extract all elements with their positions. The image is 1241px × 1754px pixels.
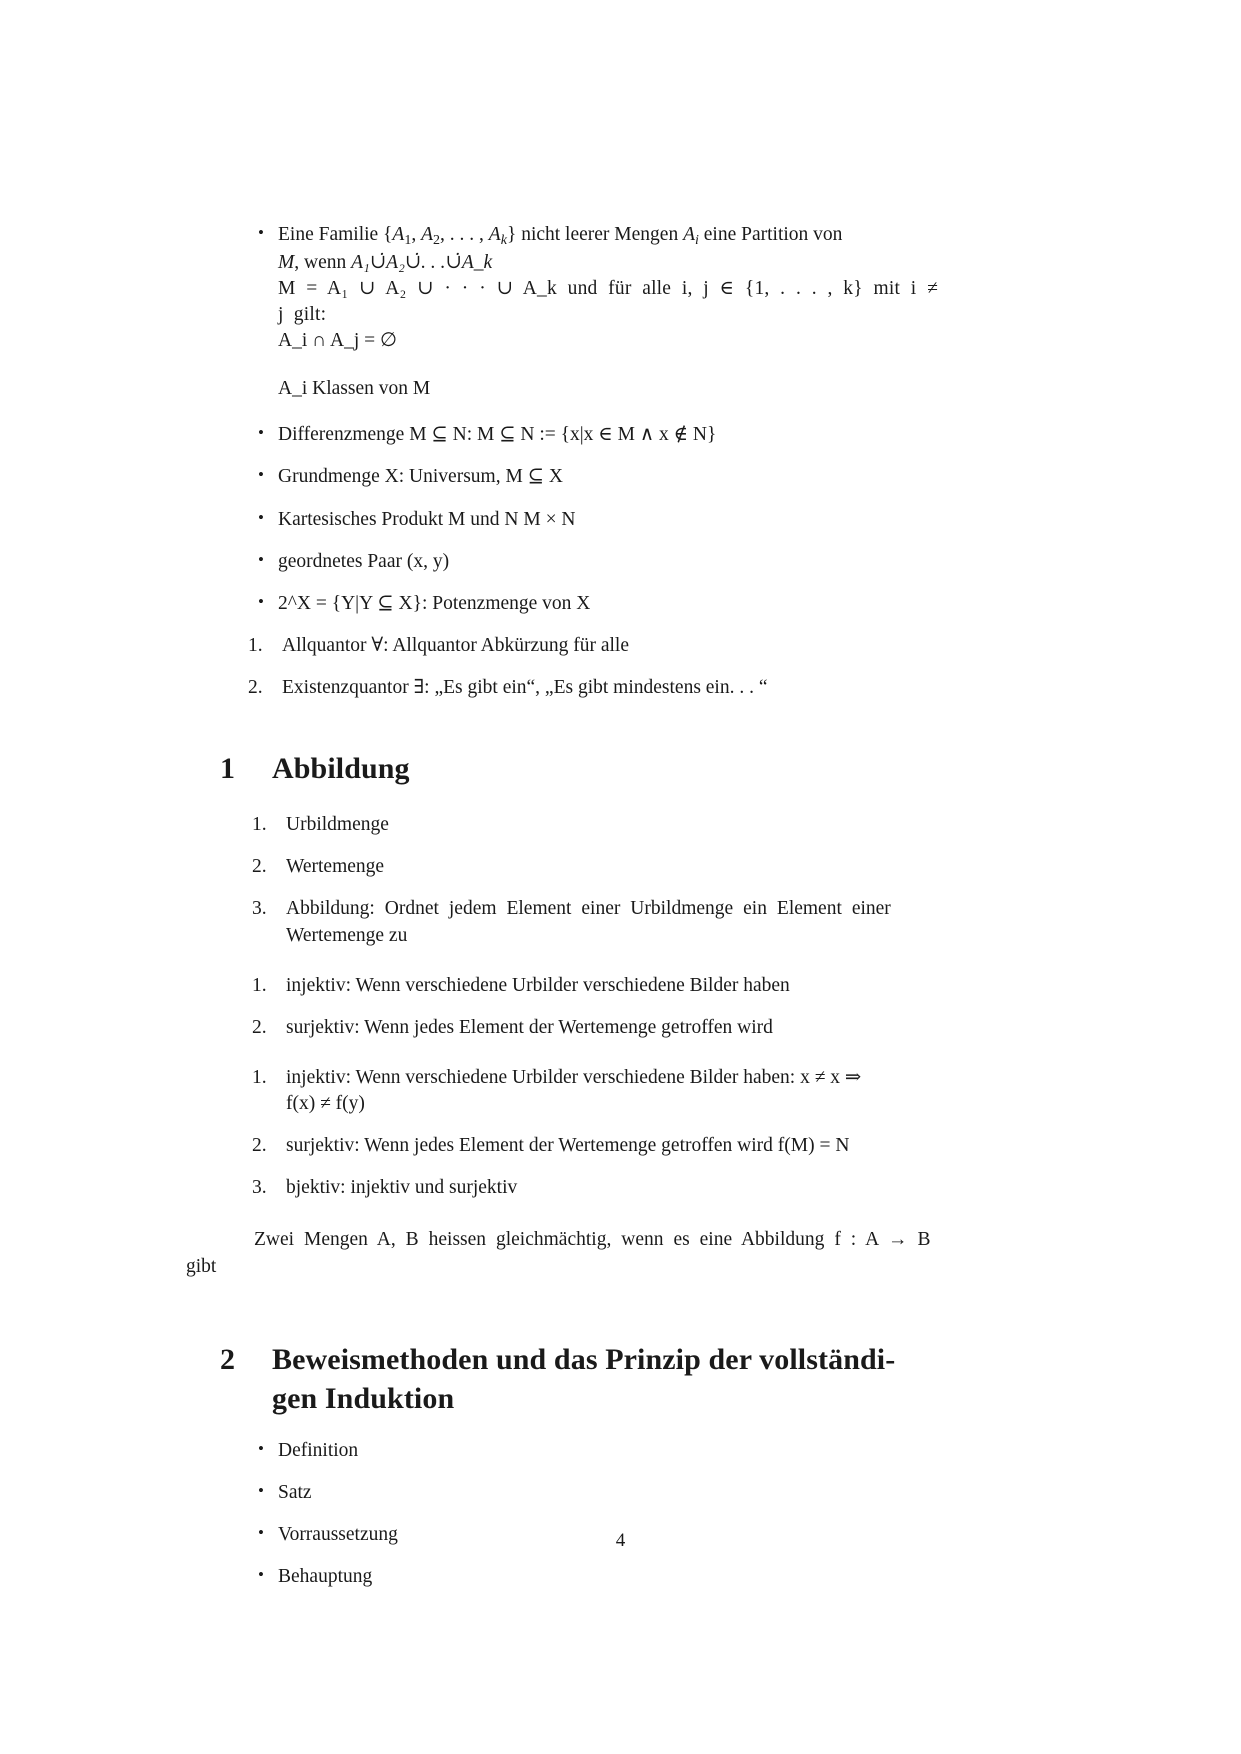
partition-union-formula: A₁∪̇A₂∪̇. . .∪̇A_k [351, 251, 493, 273]
wertemenge-text: Wertemenge [286, 856, 385, 878]
list-marker: 1. [252, 1066, 267, 1088]
list-marker: 1. [248, 634, 263, 656]
quantor-enumerated-list [244, 633, 938, 701]
partition-line-2 [278, 250, 938, 276]
list-marker: 3. [252, 1177, 267, 1199]
list-marker: 3. [252, 898, 267, 920]
vorraussetzung-text: Vorraussetzung [278, 1523, 398, 1545]
surjektiv-simple-text: surjektiv: Wenn jedes Element der Wertemenge getroffen wird [286, 1016, 773, 1038]
gleichmaechtig-paragraph [186, 1227, 938, 1279]
section-heading-abbildung [220, 749, 938, 788]
list-marker: 2. [252, 1135, 267, 1157]
gleichmaechtig-line-1: Zwei Mengen A, B heissen gleichmächtig, wenn es eine Abbildung f : A → B [254, 1229, 931, 1251]
abbildung-definition-line-1: Abbildung: Ordnet jedem Element einer Urbildmenge ein Element einer [286, 898, 891, 920]
list-item-abbildung-definition [248, 896, 938, 948]
partition-ak: A [488, 224, 501, 245]
bijektiv-text: bjektiv: injektiv und surjektiv [286, 1177, 518, 1199]
list-marker: 2. [252, 1016, 267, 1038]
section-number: 1 [220, 752, 236, 786]
partition-text-a: Eine Familie { [278, 224, 393, 245]
list-item-wertemenge [248, 854, 938, 880]
list-item-satz [248, 1480, 938, 1506]
partition-sep-2: , . . . , [440, 224, 489, 245]
partition-text-b: } nicht leerer Mengen [506, 224, 684, 245]
injektiv-simple-text: injektiv: Wenn verschiedene Urbilder verschiedene Bilder haben [286, 974, 790, 996]
list-item-injektiv-formal [248, 1065, 938, 1117]
existenzquantor-text: Existenzquantor ∃: „Es gibt ein“, „Es gibt mindestens ein. . . “ [282, 677, 768, 699]
allquantor-text: Allquantor ∀: Allquantor Abkürzung für alle [282, 634, 629, 656]
list-item-injektiv-simple [248, 973, 938, 999]
section-title [272, 1340, 902, 1418]
behauptung-text: Behauptung [278, 1566, 373, 1588]
partition-wenn: , wenn [294, 251, 352, 273]
list-item-definition [248, 1438, 938, 1464]
list-item-allquantor [244, 633, 938, 659]
page-number: 4 [615, 1530, 626, 1551]
abbildung-enumerated-list-1 [248, 812, 938, 949]
list-item-urbildmenge [248, 812, 938, 838]
satz-text: Satz [278, 1481, 312, 1503]
partition-ai: A [683, 224, 695, 245]
list-item-potenzmenge [248, 591, 938, 617]
potenzmenge-text: 2^X = {Y|Y ⊆ X}: Potenzmenge von X [278, 592, 591, 614]
definition-text: Definition [278, 1439, 359, 1461]
gleichmaechtig-line-2: gibt [186, 1255, 217, 1277]
page-content [186, 222, 938, 1606]
abbildung-definition-line-2: Wertemenge zu [286, 924, 408, 946]
abbildung-enumerated-list-3 [248, 1065, 938, 1202]
list-marker: 1. [252, 814, 267, 836]
grundmenge-text: Grundmenge X: Universum, M ⊆ X [278, 466, 563, 488]
partition-a1: A [392, 224, 405, 245]
partition-line-4: A_i ∩ A_j = ∅ [278, 330, 397, 352]
list-item-kartesisches-produkt [248, 507, 938, 533]
list-item-surjektiv-simple [248, 1015, 938, 1041]
partition-line-3: M = A₁ ∪ A₂ ∪ · · · ∪ A_k und für alle i, j ∈ {1, . . . , k} mit i ≠ j gilt: [278, 277, 938, 325]
list-marker: 1. [252, 974, 267, 996]
partition-ak-sub: k [500, 231, 507, 248]
list-item-grundmenge [248, 464, 938, 490]
list-item-differenzmenge [248, 422, 938, 448]
section-title: Abbildung [272, 752, 410, 786]
list-item-bijektiv [248, 1175, 938, 1201]
list-item-surjektiv-formal [248, 1133, 938, 1159]
partition-sep-1: , [411, 224, 422, 245]
section-title-line-2: gen Induktion [272, 1381, 455, 1415]
differenzmenge-text: Differenzmenge M ⊆ N: M ⊆ N := {x|x ∈ M ∧ x ∉ N} [278, 424, 717, 446]
list-marker: 2. [248, 677, 263, 699]
urbildmenge-text: Urbildmenge [286, 814, 389, 836]
surjektiv-formal-text: surjektiv: Wenn jedes Element der Wertemenge getroffen wird f(M) = N [286, 1135, 850, 1157]
partition-line-1 [278, 222, 938, 250]
section-heading-beweismethoden [220, 1340, 938, 1418]
list-item-geordnetes-paar [248, 549, 938, 575]
injektiv-formal-line-1: injektiv: Wenn verschiedene Urbilder verschiedene Bilder haben: x ≠ x ⇒ [286, 1066, 862, 1088]
list-marker: 2. [252, 856, 267, 878]
set-theory-bullet-list [248, 222, 938, 617]
kartesisches-produkt-text: Kartesisches Produkt M und N M × N [278, 508, 576, 530]
abbildung-enumerated-list-2 [248, 973, 938, 1041]
section-number: 2 [220, 1342, 236, 1376]
beweismethoden-bullet-list [248, 1438, 938, 1591]
partition-classes-line: A_i Klassen von M [278, 378, 431, 400]
partition-m: M [278, 251, 295, 273]
list-item-behauptung [248, 1564, 938, 1590]
partition-a2-sub: 2 [433, 231, 441, 248]
partition-text-c: eine Partition von [698, 224, 843, 245]
section-title-line-1: Beweismethoden und das Prinzip der vollständi- [272, 1342, 896, 1376]
list-item-existenzquantor [244, 675, 938, 701]
list-item-partition [248, 222, 938, 402]
partition-a2: A [421, 224, 434, 245]
partition-ai-sub: i [695, 231, 699, 248]
geordnetes-paar-text: geordnetes Paar (x, y) [278, 550, 450, 572]
injektiv-formal-line-2: f(x) ≠ f(y) [286, 1093, 365, 1115]
partition-a1-sub: 1 [404, 231, 412, 248]
